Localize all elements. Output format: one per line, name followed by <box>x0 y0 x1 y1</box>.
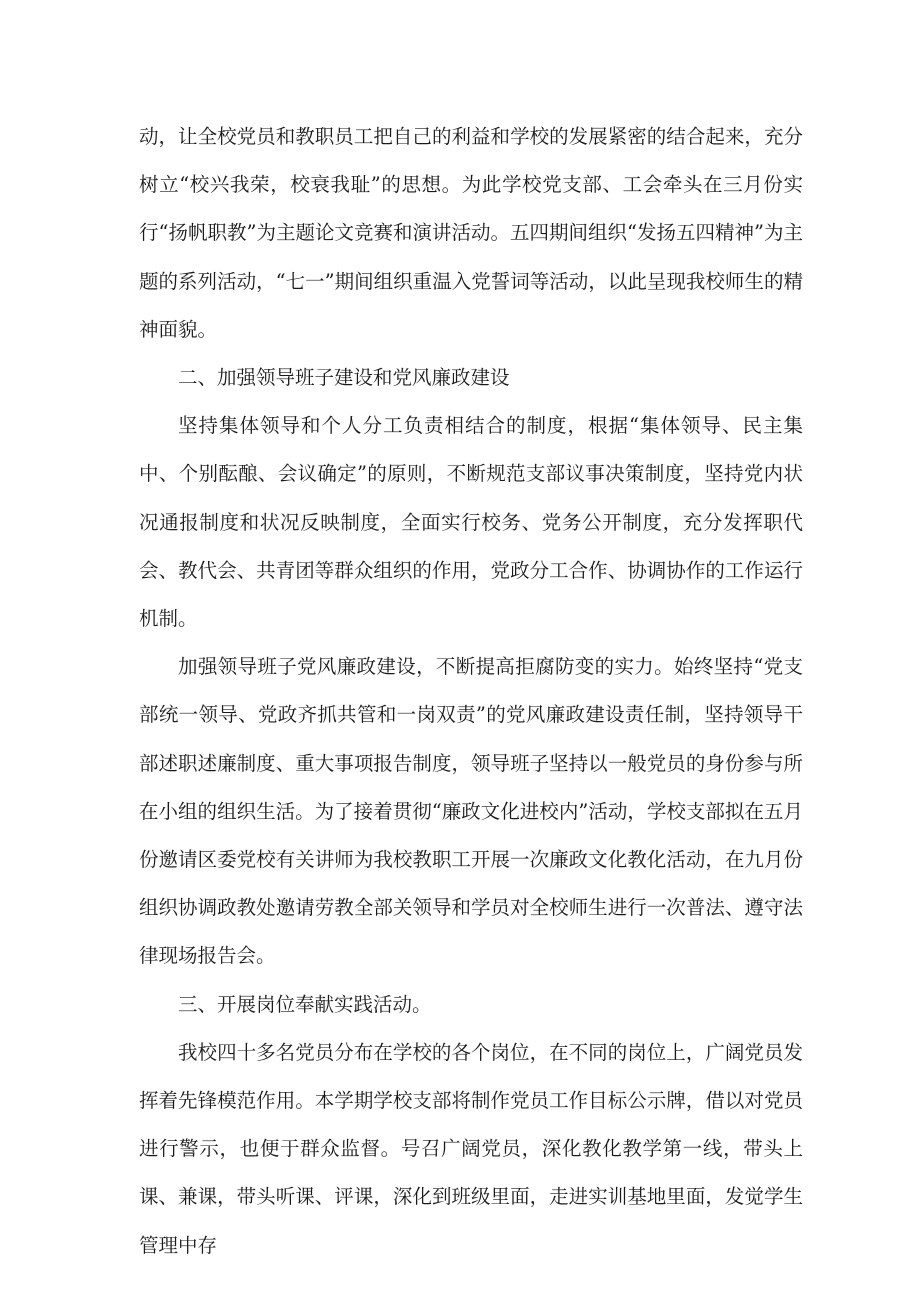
paragraph-party-members: 我校四十多名党员分布在学校的各个岗位，在不同的岗位上，广阔党员发挥着先锋模范作用。本学期学校支部将制作党员工作目标公示牌，借以对党员进行警示，也便于群众监督。号召广阔党员，深化教化教学第一线，带头上课、兼课，带头听课、评课，深化到班级里面，走进实训基地里面，发觉学生管理中存 <box>139 1040 803 1257</box>
paragraph-continuation: 动，让全校党员和教职员工把自己的利益和学校的发展紧密的结合起来，充分树立“校兴我荣，校衰我耻”的思想。为此学校党支部、工会牵头在三月份实行“扬帆职教”为主题论文竞赛和演讲活动。五四期间组织“发扬五四精神”为主题的系列活动，“七一”期间组织重温入党誓词等活动，以此呈现我校师生的精神面貌。 <box>139 125 803 341</box>
paragraph-anti-corruption: 加强领导班子党风廉政建设，不断提高拒腐防变的实力。始终坚持“党支部统一领导、党政齐抓共管和一岗双责”的党风廉政建设责任制，坚持领导干部述职述廉制度、重大事项报告制度，领导班子坚持以一般党员的身份参与所在小组的组织生活。为了接着贯彻“廉政文化进校内”活动，学校支部拟在五月份邀请区委党校有关讲师为我校教职工开展一次廉政文化教化活动，在九月份组织协调政教处邀请劳教全部关领导和学员对全校师生进行一次普法、遵守法律现场报告会。 <box>139 655 803 968</box>
document-body <box>139 113 803 1270</box>
paragraph-collective-leadership: 坚持集体领导和个人分工负责相结合的制度，根据“集体领导、民主集中、个别酝酿、会议确定”的原则，不断规范支部议事决策制度，坚持党内状况通报制度和状况反映制度，全面实行校务、党务公开制度，充分发挥职代会、教代会、共青团等群众组织的作用，党政分工合作、协调协作的工作运行机制。 <box>139 414 803 631</box>
section-heading-2: 二、加强领导班子建设和党风廉政建设 <box>178 366 510 390</box>
section-heading-3: 三、开展岗位奉献实践活动。 <box>178 992 432 1016</box>
